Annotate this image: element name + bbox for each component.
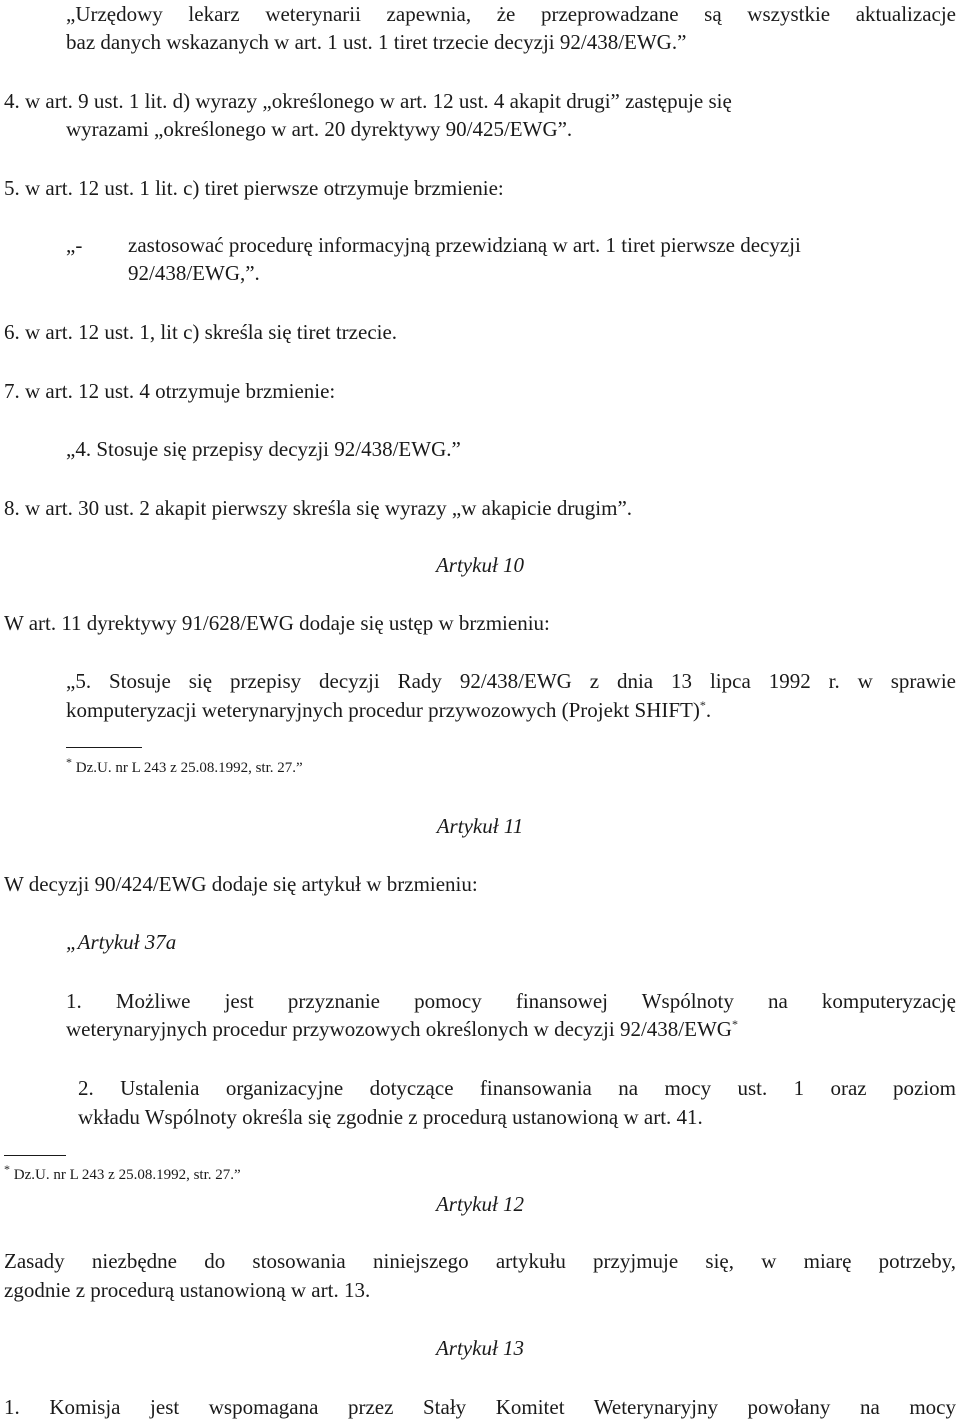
text-line: wyrazami „określonego w art. 20 dyrektywy 90/425/EWG”. [66, 117, 573, 141]
text-line: „Urzędowy lekarz weterynarii zapewnia, że przeprowadzane są wszystkie aktualizacje [66, 2, 956, 26]
dash-marker: „- [66, 233, 83, 257]
footnote-marker: * [66, 755, 72, 769]
list-item-4: 4. w art. 9 ust. 1 lit. d) wyrazy „określonego w art. 12 ust. 4 akapit drugi” zastępuje się [4, 89, 732, 113]
text-line: „5. Stosuje się przepisy decyzji Rady 92/438/EWG z dnia 13 lipca 1992 r. w sprawie [66, 669, 956, 693]
list-item-8: 8. w art. 30 ust. 2 akapit pierwszy skreśla się wyrazy „w akapicie drugim”. [4, 496, 633, 520]
article-heading: Artykuł 11 [436, 814, 524, 838]
text-line: Zasady niezbędne do stosowania niniejszego artykułu przyjmuje się, w miarę potrzeby, [4, 1249, 956, 1273]
list-item-6: 6. w art. 12 ust. 1, lit c) skreśla się tiret trzecie. [4, 320, 398, 344]
text-line: zgodnie z procedurą ustanowioną w art. 13. [4, 1278, 371, 1302]
footnote-marker: * [4, 1162, 10, 1176]
text-line: 2. Ustalenia organizacyjne dotyczące finansowania na mocy ust. 1 oraz poziom [78, 1076, 956, 1100]
text-line: 1. Komisja jest wspomagana przez Stały Komitet Weterynaryjny powołany na mocy [4, 1395, 956, 1419]
footnote-separator [66, 747, 142, 748]
text-line: 92/438/EWG,”. [128, 261, 260, 285]
article-heading: Artykuł 13 [435, 1336, 525, 1360]
footnote: * Dz.U. nr L 243 z 25.08.1992, str. 27.” [66, 755, 303, 776]
footnote-marker: * [699, 698, 706, 712]
text-line: baz danych wskazanych w art. 1 ust. 1 tiret trzecie decyzji 92/438/EWG.” [66, 30, 687, 54]
footnote-marker: * [731, 1017, 738, 1031]
article-heading: Artykuł 10 [435, 553, 525, 577]
text-line: W art. 11 dyrektywy 91/628/EWG dodaje się ustęp w brzmieniu: [4, 611, 550, 635]
list-item-7: 7. w art. 12 ust. 4 otrzymuje brzmienie: [4, 379, 336, 403]
article-heading: „Artykuł 37a [66, 930, 177, 954]
quoted-paragraph: „4. Stosuje się przepisy decyzji 92/438/EWG.” [66, 437, 461, 461]
list-item-5: 5. w art. 12 ust. 1 lit. c) tiret pierwsze otrzymuje brzmienie: [4, 176, 504, 200]
text-line: weterynaryjnych procedur przywozowych określonych w decyzji 92/438/EWG* [66, 1017, 738, 1041]
text-line: komputeryzacji weterynaryjnych procedur przywozowych (Projekt SHIFT)*. [66, 698, 712, 722]
text-line: zastosować procedurę informacyjną przewidzianą w art. 1 tiret pierwsze decyzji [128, 233, 801, 257]
footnote: * Dz.U. nr L 243 z 25.08.1992, str. 27.” [4, 1162, 241, 1183]
article-heading: Artykuł 12 [435, 1192, 525, 1216]
text-line: W decyzji 90/424/EWG dodaje się artykuł w brzmieniu: [4, 872, 478, 896]
text-line: 1. Możliwe jest przyznanie pomocy finansowej Wspólnoty na komputeryzację [66, 989, 956, 1013]
text-line: wkładu Wspólnoty określa się zgodnie z procedurą ustanowioną w art. 41. [78, 1105, 703, 1129]
footnote-separator [4, 1155, 66, 1156]
